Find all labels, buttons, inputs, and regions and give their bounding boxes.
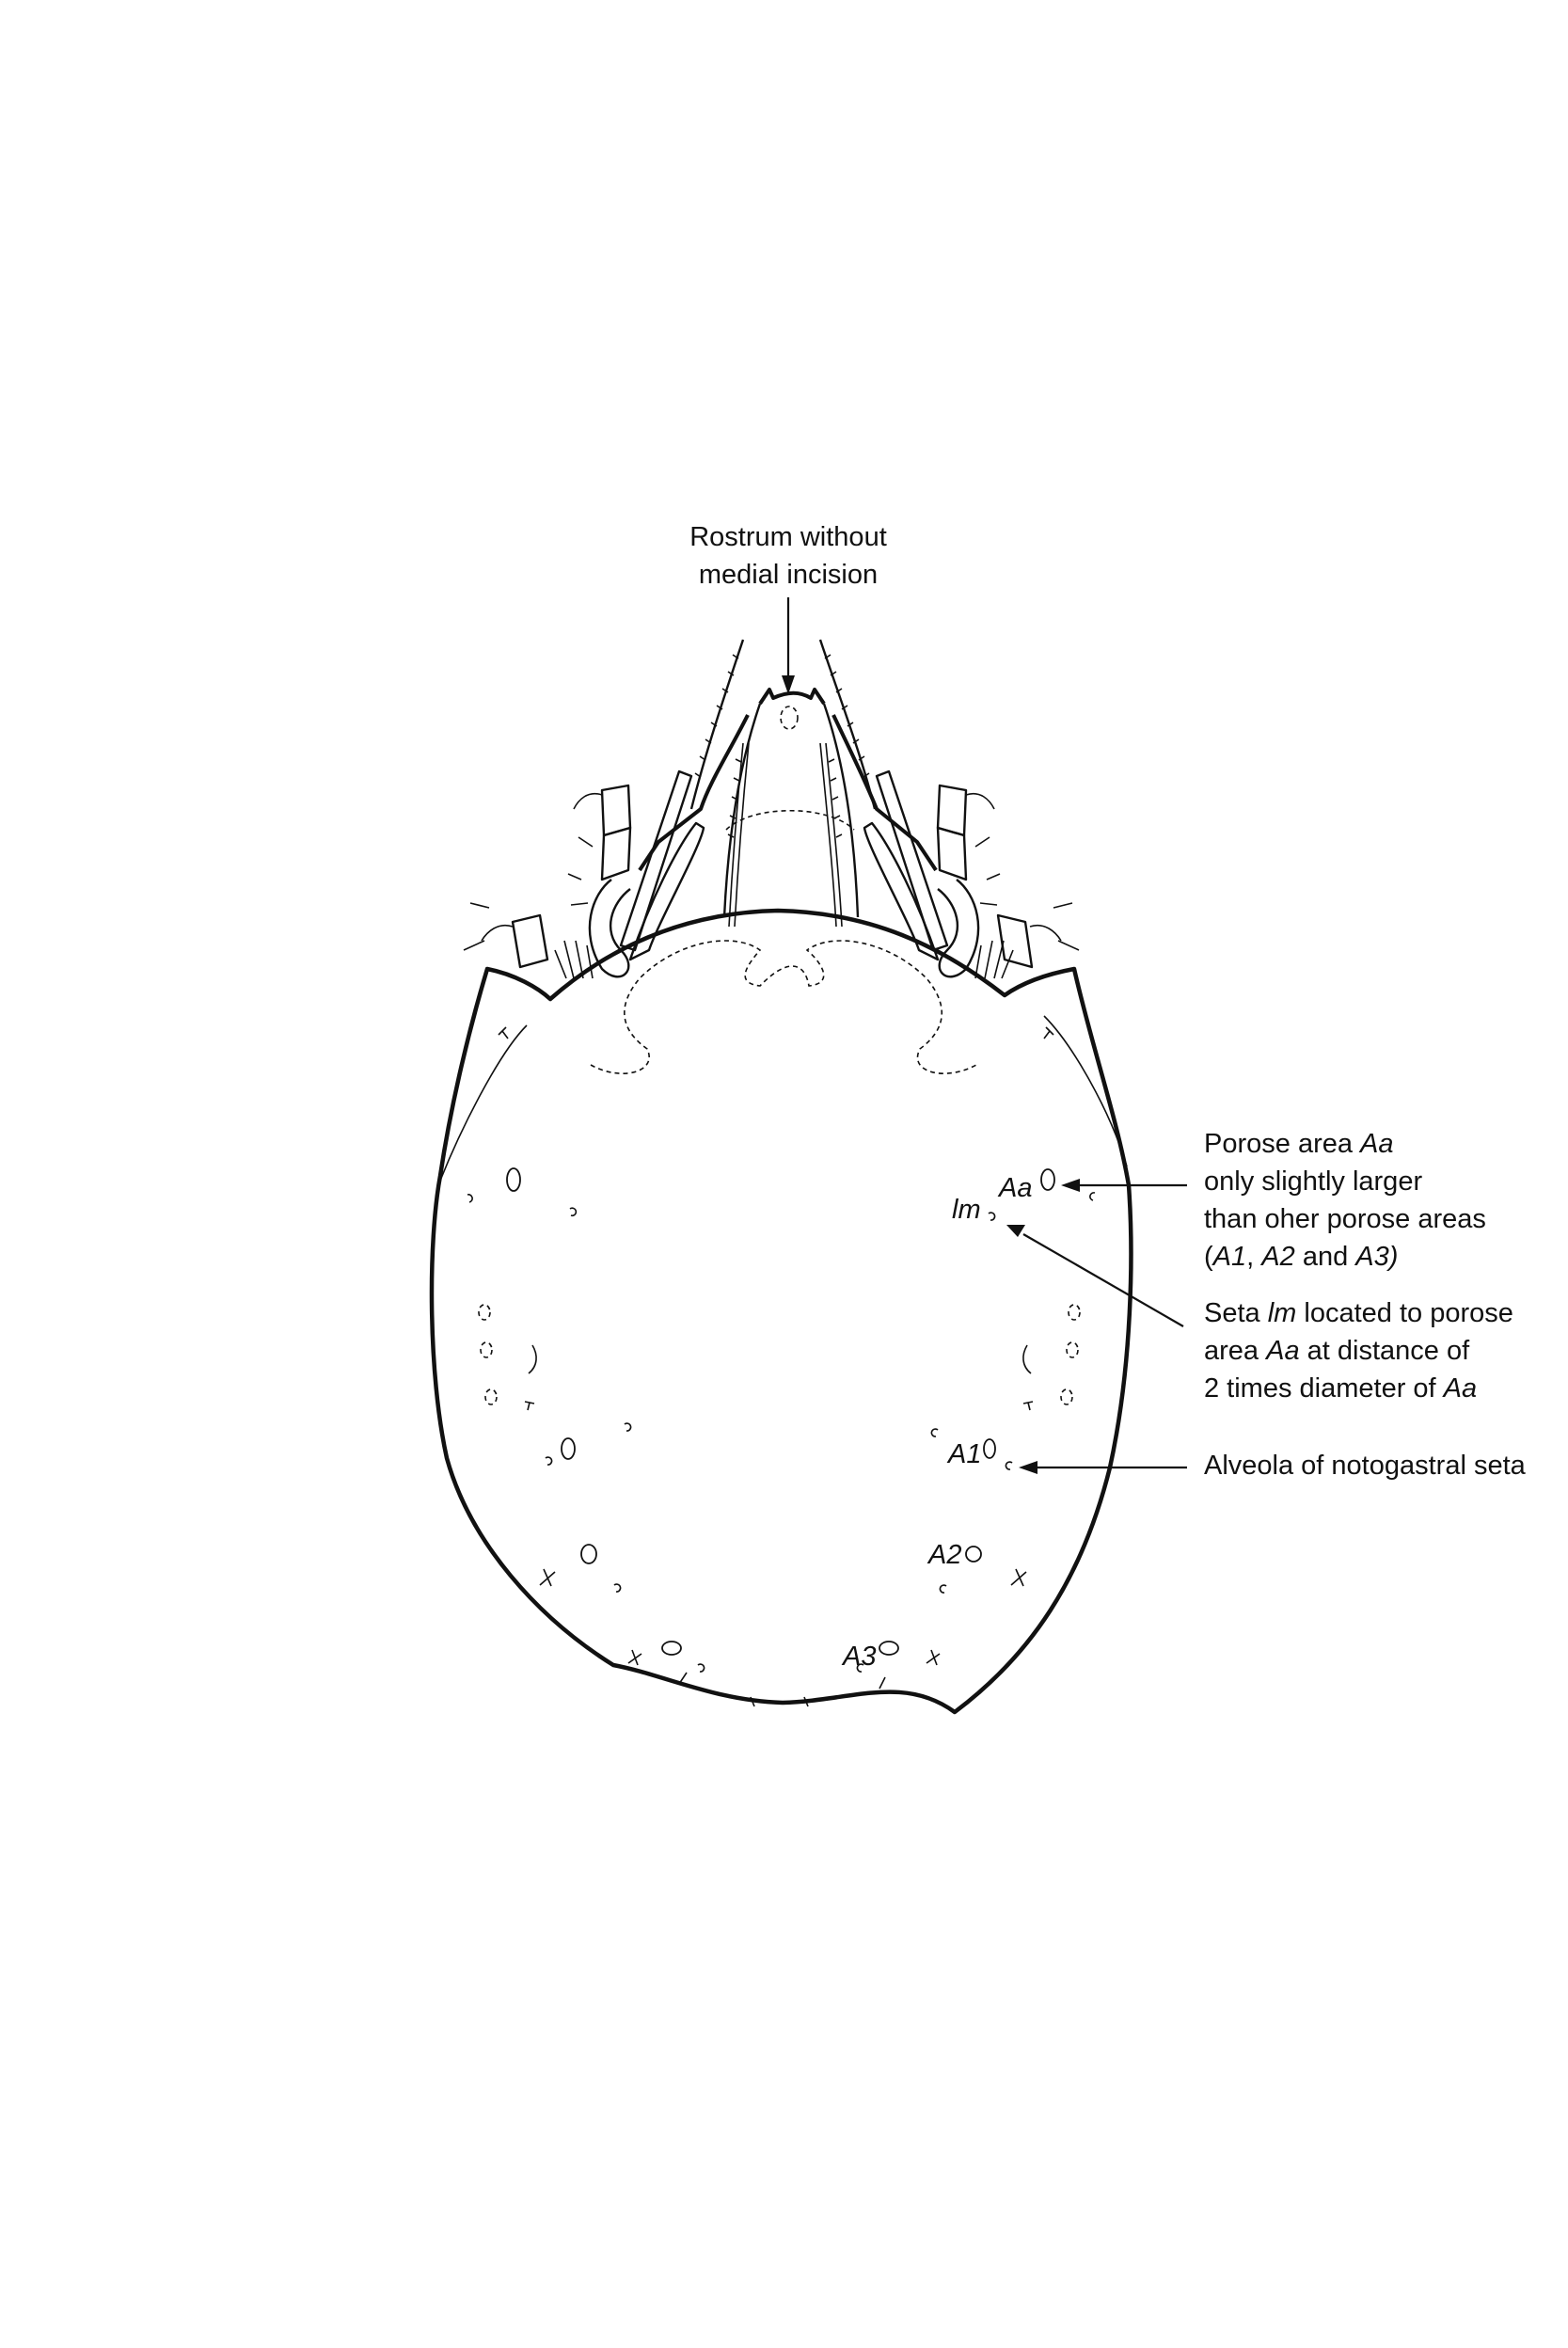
- alveolus-lm: [989, 1213, 995, 1220]
- porose-areas: [507, 1168, 1054, 1655]
- porose-area-a3-left: [662, 1642, 681, 1655]
- porose-area-a2-right: [966, 1547, 981, 1562]
- lamellar-seta-right: [820, 743, 842, 927]
- arrow-seta-head: [1006, 1225, 1025, 1237]
- leg-long-segment: [621, 771, 691, 950]
- arrow-seta-line: [1023, 1234, 1183, 1326]
- annotation-porose-line3: than oher porose areas: [1204, 1204, 1486, 1234]
- text-span: A2: [1261, 1242, 1295, 1272]
- dashed-pore: [479, 1305, 490, 1320]
- posterior-ticks: [540, 1569, 1026, 1706]
- legs-left: [464, 771, 704, 978]
- leg-spines: [464, 837, 593, 950]
- shoulder-tick-right: [1044, 1027, 1053, 1039]
- annotation-porose-aa: [1061, 1129, 1486, 1272]
- text-span: Porose area: [1204, 1129, 1361, 1159]
- alveolus: [940, 1585, 946, 1593]
- annotation-porose-line4: [1204, 1242, 1398, 1272]
- lateral-dashed-pores: [479, 1305, 1080, 1404]
- dorsosejugal-dashed-outline: [591, 941, 976, 1073]
- leg-segment: [602, 828, 630, 880]
- label-a2: A2: [928, 1540, 962, 1570]
- annotation-rostrum-line1: Rostrum without: [689, 522, 887, 552]
- text-span: 2 times diameter of: [1204, 1373, 1444, 1404]
- alveolus: [525, 1402, 534, 1410]
- leg-joint: [590, 880, 630, 976]
- annotation-alveola: [1019, 1451, 1527, 1481]
- rostral-seta-left: [691, 640, 743, 809]
- alveolus: [614, 1584, 621, 1592]
- arrow-porose-head: [1061, 1179, 1080, 1192]
- alveolus: [546, 1457, 552, 1465]
- annotation-seta-line2: [1204, 1336, 1470, 1366]
- text-span: Seta: [1204, 1298, 1268, 1328]
- text-span: and: [1294, 1242, 1356, 1272]
- annotation-alveola-text: Alveola of notogastral seta: [1204, 1451, 1526, 1481]
- legs-right: [864, 771, 1079, 978]
- dashed-pore: [1067, 1342, 1078, 1357]
- text-span: lm: [1267, 1298, 1297, 1328]
- alveolus: [625, 1423, 631, 1431]
- label-a3: A3: [843, 1642, 877, 1672]
- notogaster-outline: [432, 911, 1131, 1712]
- annotation-rostrum-line2: medial incision: [698, 560, 879, 590]
- text-span: Aa: [1443, 1373, 1478, 1404]
- leg-long-segment: [864, 823, 938, 960]
- text-span: at distance of: [1299, 1336, 1470, 1366]
- arrow-alveola-head: [1019, 1461, 1037, 1474]
- annotation-rostrum: [689, 522, 887, 694]
- porose-area-aa-right: [1041, 1169, 1054, 1190]
- lamella-right: [833, 715, 936, 870]
- annotation-porose-line2: only slightly larger: [1204, 1166, 1423, 1197]
- leg-segment: [938, 828, 966, 880]
- text-span: A1: [1212, 1242, 1247, 1272]
- alveolus: [529, 1345, 536, 1373]
- leg-claw: [482, 794, 602, 941]
- porose-area-a3-right: [879, 1642, 898, 1655]
- alveolus: [570, 1208, 576, 1215]
- leg-segment: [513, 915, 547, 967]
- porose-area-a1-left: [562, 1438, 575, 1459]
- rostral-dashed-pore: [781, 706, 798, 729]
- shoulder-tick-left: [499, 1027, 508, 1039]
- annotation-seta-line3: [1204, 1373, 1477, 1404]
- leg-long-segment: [877, 771, 947, 950]
- text-span: area: [1204, 1336, 1267, 1366]
- text-span: (: [1204, 1242, 1213, 1272]
- lamellar-seta-barbs-left: [728, 759, 741, 837]
- annotation-seta-line1: [1204, 1298, 1513, 1328]
- alveolus: [931, 1429, 938, 1436]
- alveolus: [467, 1195, 472, 1202]
- label-lm: lm: [952, 1195, 981, 1225]
- humeral-line-right: [1044, 1016, 1127, 1166]
- alveolus-a1: [1006, 1462, 1012, 1469]
- dashed-pore: [485, 1389, 497, 1404]
- lamella-left: [640, 715, 748, 870]
- text-span: Aa: [1266, 1336, 1300, 1366]
- alveolus: [698, 1664, 705, 1672]
- text-span: ,: [1246, 1242, 1262, 1272]
- label-a1: A1: [948, 1439, 982, 1469]
- dashed-pore: [481, 1342, 492, 1357]
- prodorsum-dashed-arc: [726, 811, 854, 830]
- dashed-pore: [1061, 1389, 1072, 1404]
- porose-area-a2-left: [581, 1545, 596, 1563]
- annotation-porose-line1: [1204, 1129, 1394, 1159]
- setal-alveoli: [467, 1193, 1095, 1672]
- alveolus: [1023, 1402, 1033, 1410]
- rostrum-tip: [760, 690, 824, 704]
- text-span: located to porose: [1296, 1298, 1513, 1328]
- alveolus: [1023, 1345, 1031, 1373]
- text-span: A3): [1355, 1242, 1399, 1272]
- dashed-pore: [1069, 1305, 1080, 1320]
- porose-area-a1-right: [984, 1439, 995, 1458]
- notogaster: [432, 911, 1131, 1712]
- alveolus: [1090, 1193, 1095, 1200]
- label-aa: Aa: [999, 1173, 1033, 1203]
- text-span: Aa: [1360, 1129, 1394, 1159]
- porose-area-aa-left: [507, 1168, 520, 1191]
